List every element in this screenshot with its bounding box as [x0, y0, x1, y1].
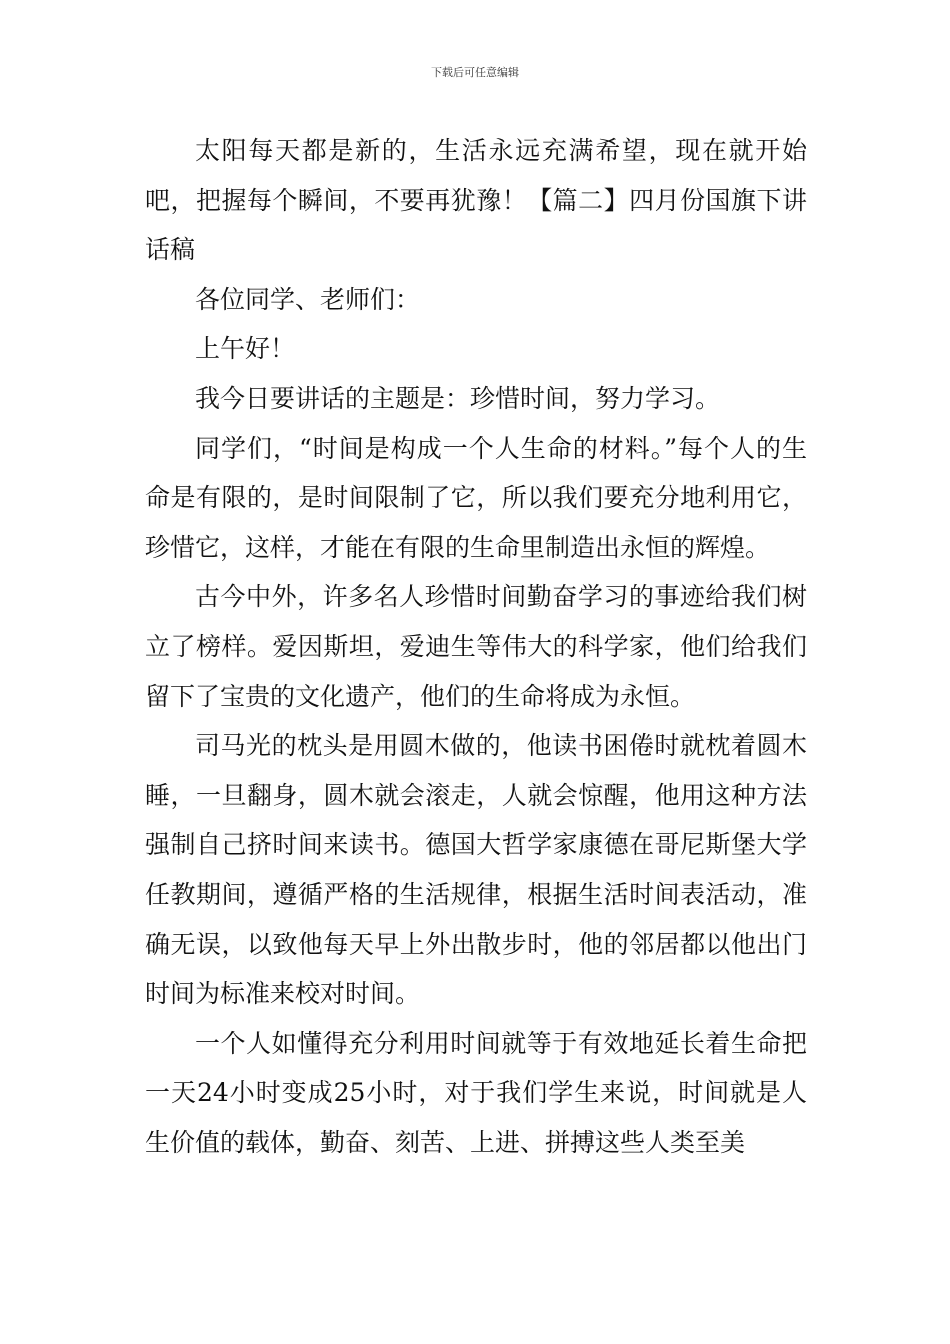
paragraph-examples: 司马光的枕头是用圆木做的，他读书困倦时就枕着圆木睡，一旦翻身，圆木就会滚走，人就会惊醒，他用这种方法强制自己挤时间来读书。德国大哲学家康德在哥尼斯堡大学任教期间，遵循严格的生活规律，根据生活时间表活动，准确无误，以致他每天早上外出散步时，他的邻居都以他出门时间为标准来校对时间。 [145, 731, 807, 1009]
paragraph-topic: 我今日要讲话的主题是：珍惜时间，努力学习。 [195, 383, 721, 413]
document-body [145, 126, 807, 1167]
paragraph-greeting-audience: 各位同学、老师们： [195, 284, 421, 314]
page-header: 下载后可任意编辑 [431, 66, 519, 79]
paragraph-time-material: 同学们，“时间是构成一个人生命的材料。”每个人的生命是有限的，是时间限制了它，所以我们要充分地利用它，珍惜它，这样，才能在有限的生命里制造出永恒的辉煌。 [145, 433, 807, 562]
paragraph-intro: 太阳每天都是新的，生活永远充满希望，现在就开始吧，把握每个瞬间，不要再犹豫！【篇二】四月份国旗下讲话稿 [145, 136, 807, 265]
paragraph-greeting-morning: 上午好！ [195, 334, 296, 364]
paragraph-famous-people: 古今中外，许多名人珍惜时间勤奋学习的事迹给我们树立了榜样。爱因斯坦，爱迪生等伟大的科学家，他们给我们留下了宝贵的文化遗产，他们的生命将成为永恒。 [145, 582, 807, 711]
paragraph-use-time: 一个人如懂得充分利用时间就等于有效地延长着生命把一天24小时变成25小时，对于我们学生来说，时间就是人生价值的载体，勤奋、刻苦、上进、拼搏这些人类至美 [145, 1028, 807, 1157]
